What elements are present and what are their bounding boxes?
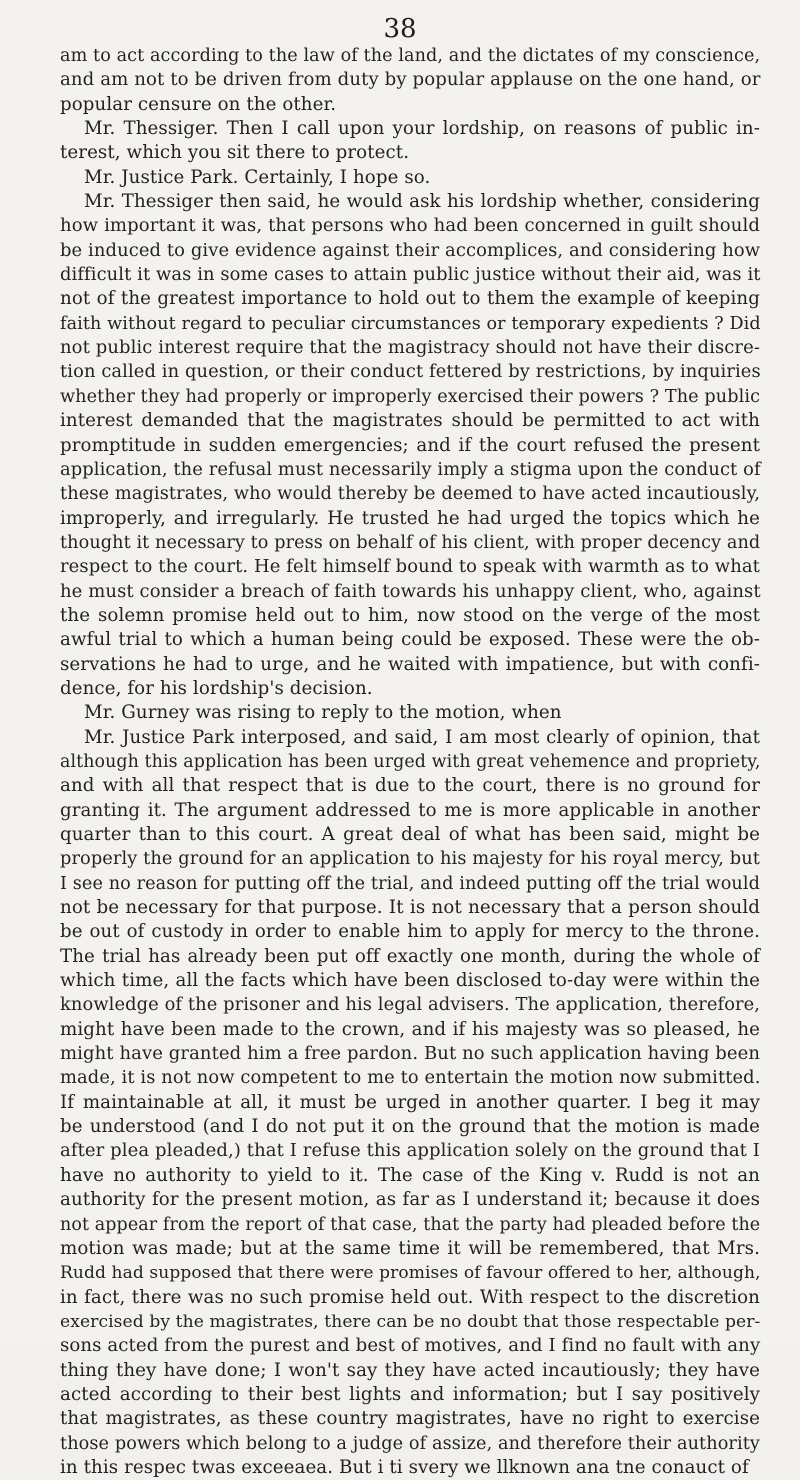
text-line: quarter than to this court. A great deal of what has been said, might be xyxy=(60,824,760,845)
text-line: knowledge of the prisoner and his legal advisers. The application, therefore, xyxy=(60,994,761,1016)
text-line: might have been made to the crown, and if his majesty was so pleased, he xyxy=(60,1018,760,1040)
text-line: be out of custody in order to enable him to apply for mercy to the throne. xyxy=(60,921,760,943)
page-number: 38 xyxy=(383,14,417,44)
text-line: tion called in question, or their conduct fettered by restrictions, by inquiries xyxy=(60,361,761,383)
text-line: Mr. Justice Park. Certainly, I hope so. xyxy=(84,166,431,188)
text-line: after plea pleaded,) that I refuse this application solely on the ground that I xyxy=(60,1140,760,1162)
text-line: application, the refusal must necessarily imply a stigma upon the conduct of xyxy=(60,458,761,480)
text-line: terest, which you sit there to protect. xyxy=(60,142,410,164)
text-line: and with all that respect that is due to the court, there is no ground for xyxy=(60,775,760,797)
text-line: thought it necessary to press on behalf of his client, with proper decency and xyxy=(60,532,761,553)
text-line: awful trial to which a human being could be exposed. These were the ob- xyxy=(60,629,760,651)
text-line: interest demanded that the magistrates should be permitted to act with xyxy=(60,410,760,432)
text-line: granting it. The argument addressed to me is more applicable in another xyxy=(60,799,760,821)
text-line: might have granted him a free pardon. But no such application having been xyxy=(60,1043,761,1065)
text-line: which time, all the facts which have been disclosed to-day were within the xyxy=(60,970,760,992)
text-line: thing they have done; I won't say they have acted incautiously; they have xyxy=(60,1359,760,1381)
text-line: be induced to give evidence against their accomplices, and considering how xyxy=(60,239,761,261)
text-line: faith without regard to peculiar circumstances or temporary expedients ? Did xyxy=(60,313,761,334)
text-line: Mr. Thessiger then said, he would ask his lordship whether, considering xyxy=(84,191,760,213)
text-line: not public interest require that the magistracy should not have their discre- xyxy=(60,337,760,359)
text-line: in this respec twas exceeaea. But i ti svery we llknown ana tne conauct of xyxy=(60,1456,749,1478)
text-line: Mr. Gurney was rising to reply to the motion, when xyxy=(84,702,562,724)
text-line: respect to the court. He felt himself bound to speak with warmth as to what xyxy=(60,556,760,578)
text-line: The trial has already been put off exactly one month, during the whole of xyxy=(60,945,760,967)
text-line: and am not to be driven from duty by popular applause on the one hand, or xyxy=(60,69,761,91)
text-line: have no authority to yield to it. The case of the King v. Rudd is not an xyxy=(60,1164,760,1186)
text-line: exercised by the magistrates, there can be no doubt that those respectable per- xyxy=(60,1311,761,1332)
text-line: not appear from the report of that case, that the party had pleaded before the xyxy=(60,1214,761,1235)
body-text xyxy=(60,44,760,1480)
text-line: Rudd had supposed that there were promises of favour offered to her, although, xyxy=(60,1263,761,1284)
text-line: popular censure on the other. xyxy=(60,93,337,115)
text-line: I see no reason for putting off the trial, and indeed putting off the trial would xyxy=(60,873,760,894)
text-line: those powers which belong to a judge of assize, and therefore their authority xyxy=(60,1433,760,1454)
text-line: how important it was, that persons who had been concerned in guilt should xyxy=(60,215,760,237)
text-line: Mr. Justice Park interposed, and said, I am most clearly of opinion, that xyxy=(84,726,760,748)
text-line: dence, for his lordship's decision. xyxy=(60,677,373,699)
text-line: Mr. Thessiger. Then I call upon your lordship, on reasons of public in- xyxy=(84,118,760,140)
text-line: sons acted from the purest and best of motives, and I find no fault with any xyxy=(60,1335,761,1357)
text-line: servations he had to urge, and he waited with impatience, but with confi- xyxy=(60,653,760,675)
text-line: in fact, there was no such promise held out. With respect to the discretion xyxy=(60,1286,760,1308)
text-line: these magistrates, who would thereby be deemed to have acted incautiously, xyxy=(60,484,761,505)
text-line: the solemn promise held out to him, now stood on the verge of the most xyxy=(60,604,760,626)
text-line: authority for the present motion, as far as I understand it; because it does xyxy=(60,1189,760,1211)
text-line: properly the ground for an application to his majesty for his royal mercy, but xyxy=(60,849,760,870)
text-line: If maintainable at all, it must be urged in another quarter. I beg it may xyxy=(60,1091,760,1113)
text-line: motion was made; but at the same time it will be remembered, that Mrs. xyxy=(60,1237,760,1259)
text-line: made, it is not now competent to me to entertain the motion now submitted. xyxy=(60,1067,761,1089)
text-line: improperly, and irregularly. He trusted he had urged the topics which he xyxy=(60,507,760,529)
text-line: although this application has been urged with great vehemence and propriety, xyxy=(60,751,761,772)
text-line: not be necessary for that purpose. It is not necessary that a person should xyxy=(60,897,760,919)
text-line: am to act according to the law of the land, and the dictates of my conscience, xyxy=(60,46,761,66)
text-line: promptitude in sudden emergencies; and if the court refused the present xyxy=(60,434,760,456)
text-line: not of the greatest importance to hold out to them the example of keeping xyxy=(60,288,760,310)
text-line: that magistrates, as these country magistrates, have no right to exercise xyxy=(60,1408,760,1430)
text-line: whether they had properly or improperly exercised their powers ? The public xyxy=(60,386,761,407)
text-line: be understood (and I do not put it on the ground that the motion is made xyxy=(60,1116,760,1138)
text-line: difficult it was in some cases to attain public justice without their aid, was it xyxy=(60,264,761,286)
text-line: he must consider a breach of faith towards his unhappy client, who, against xyxy=(60,580,761,602)
text-line: acted according to their best lights and information; but I say positively xyxy=(60,1383,760,1405)
